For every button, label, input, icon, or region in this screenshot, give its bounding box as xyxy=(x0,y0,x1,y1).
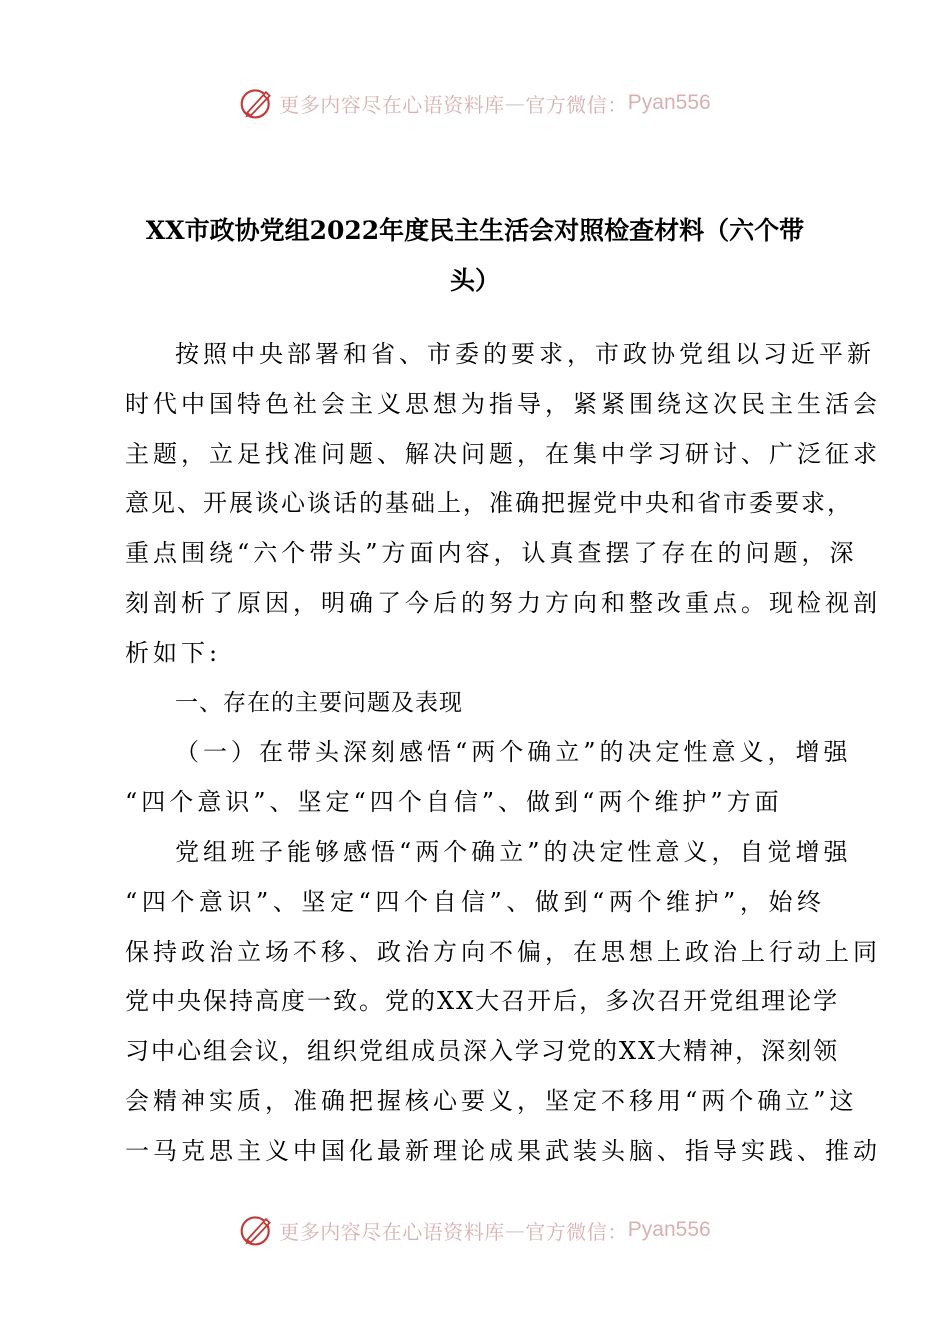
document-body xyxy=(125,330,881,1177)
body-line: 刻剖析了原因，明确了今后的努力方向和整改重点。现检视剖 xyxy=(125,588,881,617)
body-line: 主题，立足找准问题、解决问题，在集中学习研讨、广泛征求 xyxy=(125,439,881,468)
watermark-main-text: 更多内容尽在心语资料库 xyxy=(279,92,505,117)
body-line: 保持政治立场不移、政治方向不偏，在思想上政治上行动上同 xyxy=(125,937,881,966)
title-line-2: 头） xyxy=(449,266,500,295)
body-line: 习中心组会议，组织党组成员深入学习党的XX大精神，深刻领 xyxy=(125,1037,840,1066)
body-line: “四个意识”、坚定“四个自信”、做到“两个维护”，始终 xyxy=(125,887,825,916)
subsection-heading: “四个意识”、坚定“四个自信”、做到“两个维护”方面 xyxy=(125,788,783,817)
watermark-main-text: 更多内容尽在心语资料库 xyxy=(279,1219,505,1244)
watermark-dash: — xyxy=(504,91,526,115)
body-line: 会精神实质，准确把握核心要义，坚定不移用“两个确立”这 xyxy=(125,1086,858,1115)
watermark-wechat-text: 官方微信： xyxy=(525,1219,628,1244)
watermark-wechat-text: 官方微信： xyxy=(525,92,628,117)
pen-logo-icon xyxy=(239,1212,275,1248)
body-line: 按照中央部署和省、市委的要求，市政协党组以习近平新 xyxy=(175,340,875,368)
watermark-dash: — xyxy=(504,1218,526,1242)
pen-logo-icon xyxy=(239,85,275,121)
body-line: 意见、开展谈心谈话的基础上，准确把握党中央和省市委要求， xyxy=(125,489,853,518)
body-line: 党中央保持高度一致。党的XX大召开后，多次召开党组理论学 xyxy=(125,987,840,1016)
body-line: 重点围绕“六个带头”方面内容，认真查摆了存在的问题，深 xyxy=(125,539,858,568)
watermark-handle: Pyan556 xyxy=(627,1218,711,1241)
watermark-handle: Pyan556 xyxy=(627,91,711,114)
title-line-1: XX市政协党组2022年度民主生活会对照检查材料（六个带 xyxy=(145,216,805,245)
header-watermark xyxy=(0,78,950,128)
footer-watermark xyxy=(0,1205,950,1255)
body-line: 党组班子能够感悟“两个确立”的决定性意义，自觉增强 xyxy=(175,837,852,866)
section-heading: 一、存在的主要问题及表现 xyxy=(175,689,463,716)
subsection-heading: （一）在带头深刻感悟“两个确立”的决定性意义，增强 xyxy=(175,738,852,767)
body-line: 析如下: xyxy=(125,638,222,667)
document-title xyxy=(125,206,825,306)
body-line: 一马克思主义中国化最新理论成果武装头脑、指导实践、推动 xyxy=(125,1136,881,1165)
body-line: 时代中国特色社会主义思想为指导，紧紧围绕这次民主生活会 xyxy=(125,389,881,418)
